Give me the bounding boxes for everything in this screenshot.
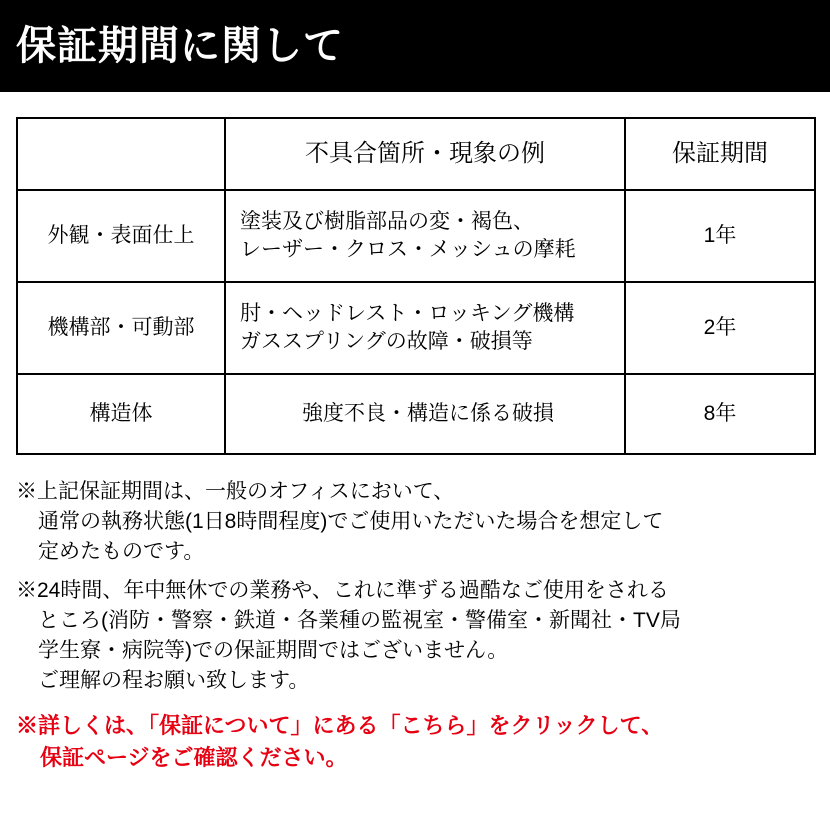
table-row	[17, 190, 815, 282]
note-line: 定めたものです。	[38, 539, 205, 563]
note-item	[16, 576, 814, 695]
note-line: ※上記保証期間は、一般のオフィスにおいて、	[16, 480, 455, 503]
page-title: 保証期間に関して	[16, 24, 344, 68]
table-cell-description	[225, 282, 625, 374]
table-cell-term: 1年	[625, 190, 815, 282]
page-header	[0, 0, 830, 92]
note-line: ところ(消防・警察・鉄道・各業種の監視室・警備室・新聞社・TV局	[38, 609, 681, 633]
table-header-cell-empty	[17, 118, 225, 190]
table-header-row	[17, 118, 815, 190]
table-cell-description	[225, 190, 625, 282]
description-line: 塗装及び樹脂部品の変・褐色、	[240, 209, 534, 233]
table-row	[17, 374, 815, 454]
notice-red	[16, 710, 814, 774]
note-item	[16, 477, 814, 566]
warranty-table	[16, 117, 816, 455]
table-cell-category: 構造体	[17, 374, 225, 454]
note-line: ※24時間、年中無休での業務や、これに準ずる過酷なご使用をされる	[16, 579, 669, 603]
notes-section	[0, 455, 830, 773]
notice-line: 保証ページをご確認ください。	[40, 744, 348, 770]
description-line: レーザー・クロス・メッシュの摩耗	[240, 238, 576, 261]
note-line: 通常の執務状態(1日8時間程度)でご使用いただいた場合を想定して	[38, 509, 664, 533]
note-line: ご理解の程お願い致します。	[38, 668, 310, 692]
table-cell-category: 外観・表面仕上	[17, 190, 225, 282]
warranty-table-section	[0, 92, 830, 455]
table-cell-term: 8年	[625, 374, 815, 454]
table-header-cell-term: 保証期間	[625, 118, 815, 190]
table-cell-category: 機構部・可動部	[17, 282, 225, 374]
note-line: 学生寮・病院等)での保証期間ではございません。	[38, 639, 509, 663]
notice-line: ※詳しくは、「保証について」にある「こちら」をクリックして、	[16, 712, 664, 738]
description-line: 強度不良・構造に係る破損	[302, 401, 554, 425]
description-line: 肘・ヘッドレスト・ロッキング機構	[240, 301, 575, 325]
table-row	[17, 282, 815, 374]
table-header-cell-description: 不具合箇所・現象の例	[225, 118, 625, 190]
description-line: ガススプリングの故障・破損等	[240, 330, 533, 353]
table-cell-description	[225, 374, 625, 454]
table-cell-term: 2年	[625, 282, 815, 374]
